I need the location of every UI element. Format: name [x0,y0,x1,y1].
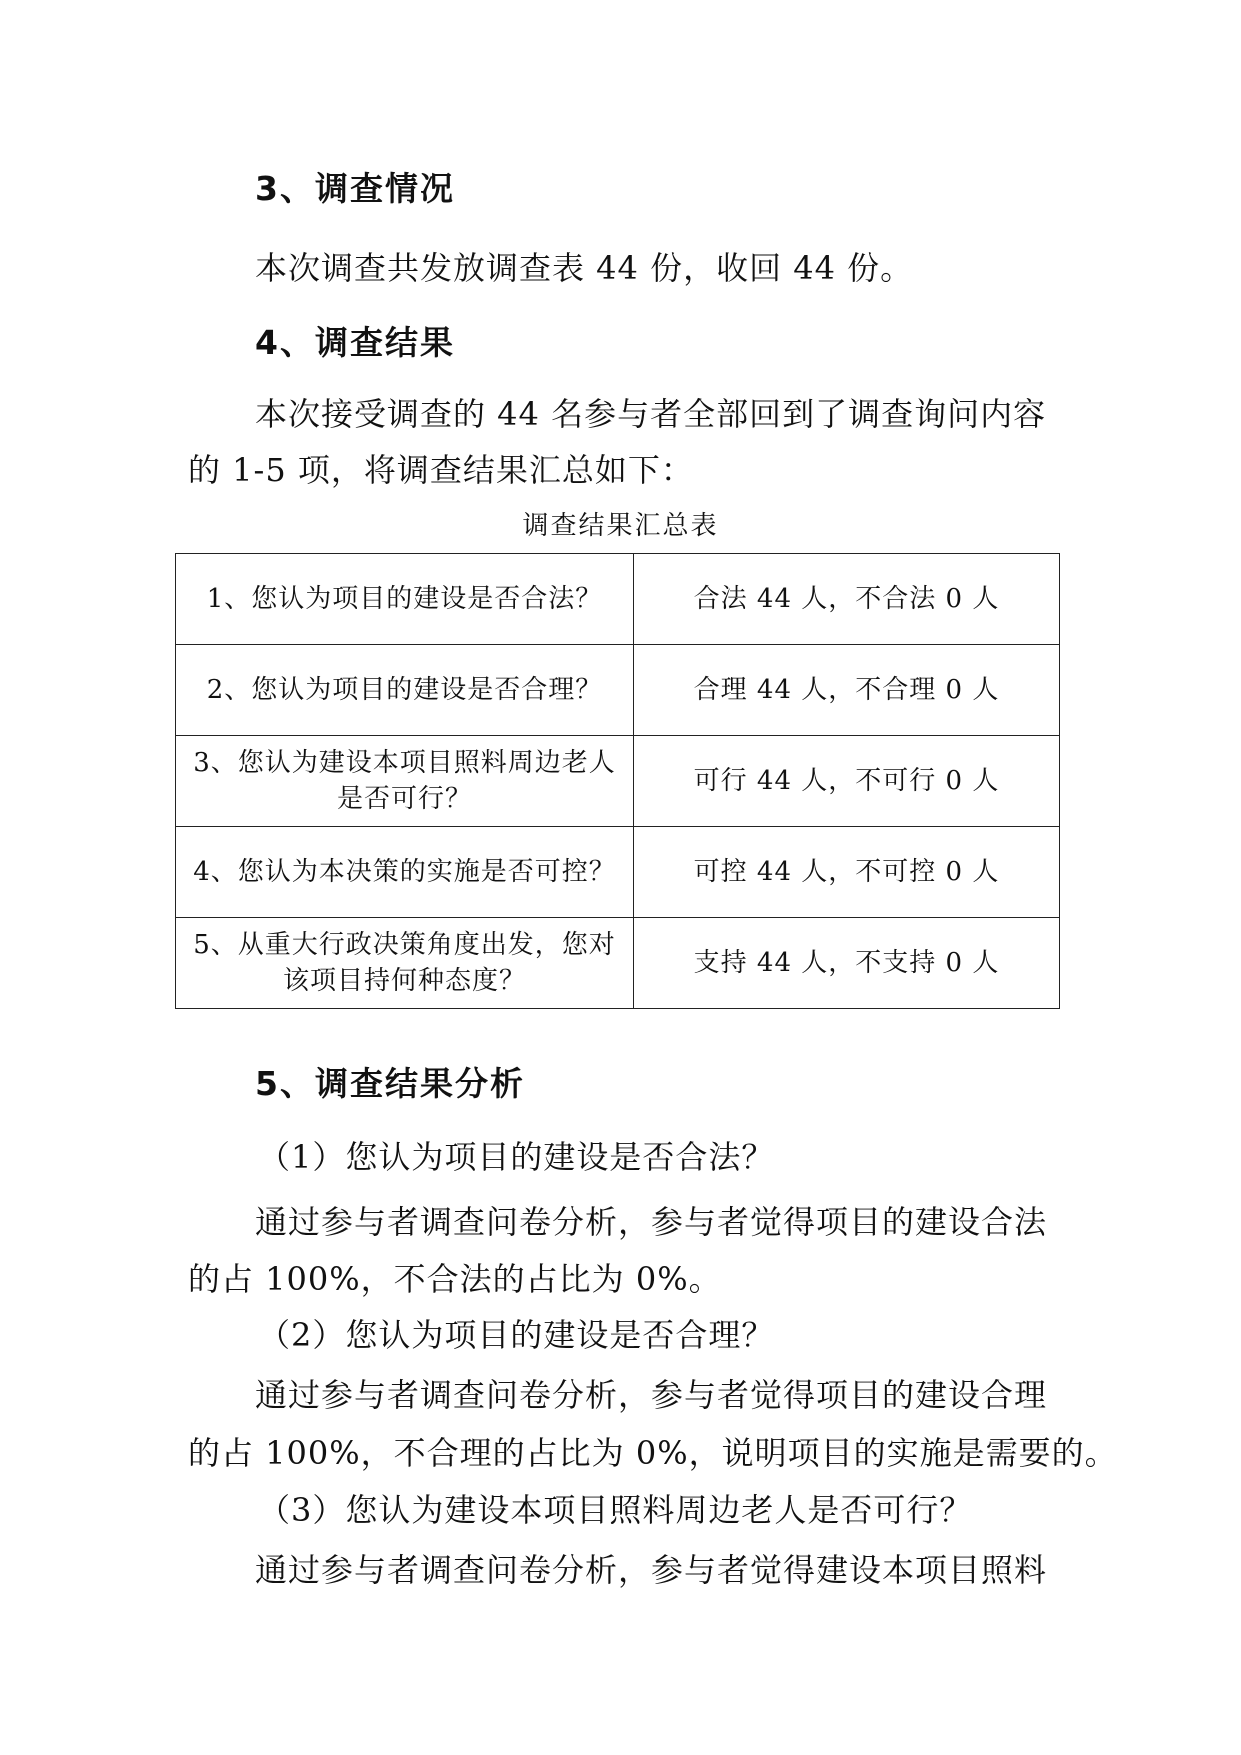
answer-cell [634,645,1060,736]
answer-text: 可控 44 人，不可控 0 人 [693,857,1000,887]
question-cell [176,736,634,827]
table-row [176,918,1060,1009]
question-text: 1、您认为项目的建设是否合法？ [206,584,603,614]
question-cell [176,554,634,645]
table-row [176,736,1060,827]
answer-cell [634,918,1060,1009]
question-1: （1）您认为项目的建设是否合法？ [258,1138,775,1176]
question-cell [176,827,634,918]
question-2-text-line2: 的占 100%，不合理的占比为 0%，说明项目的实施是需要的。 [188,1434,1118,1472]
question-text-line2: 该项目持何种态度？ [282,966,526,996]
question-1-text-line2: 的占 100%，不合法的占比为 0%。 [188,1260,722,1298]
answer-text: 合法 44 人，不合法 0 人 [693,584,1000,614]
question-2-text-line1: 通过参与者调查问卷分析，参与者觉得项目的建设合理 [255,1376,1048,1414]
table-row [176,554,1060,645]
question-2: （2）您认为项目的建设是否合理？ [258,1316,775,1354]
section-3-text: 本次调查共发放调查表 44 份，收回 44 份。 [255,249,914,287]
question-3-text-line1: 通过参与者调查问卷分析，参与者觉得建设本项目照料 [255,1551,1048,1589]
question-3: （3）您认为建设本项目照料周边老人是否可行？ [258,1491,973,1529]
question-text-line2: 是否可行？ [336,784,472,814]
section-4-text-line1: 本次接受调查的 44 名参与者全部回到了调查询问内容 [255,395,1047,433]
survey-summary-table [175,553,1060,1009]
section-4-heading: 4、调查结果 [255,323,455,362]
question-text: 4、您认为本决策的实施是否可控？ [193,857,616,887]
answer-text: 合理 44 人，不合理 0 人 [693,675,1000,705]
section-5-heading: 5、调查结果分析 [255,1064,525,1103]
answer-text: 支持 44 人，不支持 0 人 [693,948,1000,978]
question-cell [176,645,634,736]
section-3-heading: 3、调查情况 [255,169,455,208]
section-4-text-line2: 的 1-5 项，将调查结果汇总如下： [188,451,694,489]
question-text-line1: 5、从重大行政决策角度出发，您对 [193,930,616,960]
question-1-text-line1: 通过参与者调查问卷分析，参与者觉得项目的建设合法 [255,1203,1048,1241]
question-text: 2、您认为项目的建设是否合理？ [206,675,603,705]
answer-text: 可行 44 人，不可行 0 人 [693,766,1000,796]
answer-cell [634,554,1060,645]
table-caption: 调查结果汇总表 [522,511,719,541]
question-cell [176,918,634,1009]
table-row [176,827,1060,918]
table-row [176,645,1060,736]
answer-cell [634,736,1060,827]
answer-cell [634,827,1060,918]
question-text-line1: 3、您认为建设本项目照料周边老人 [193,748,616,778]
